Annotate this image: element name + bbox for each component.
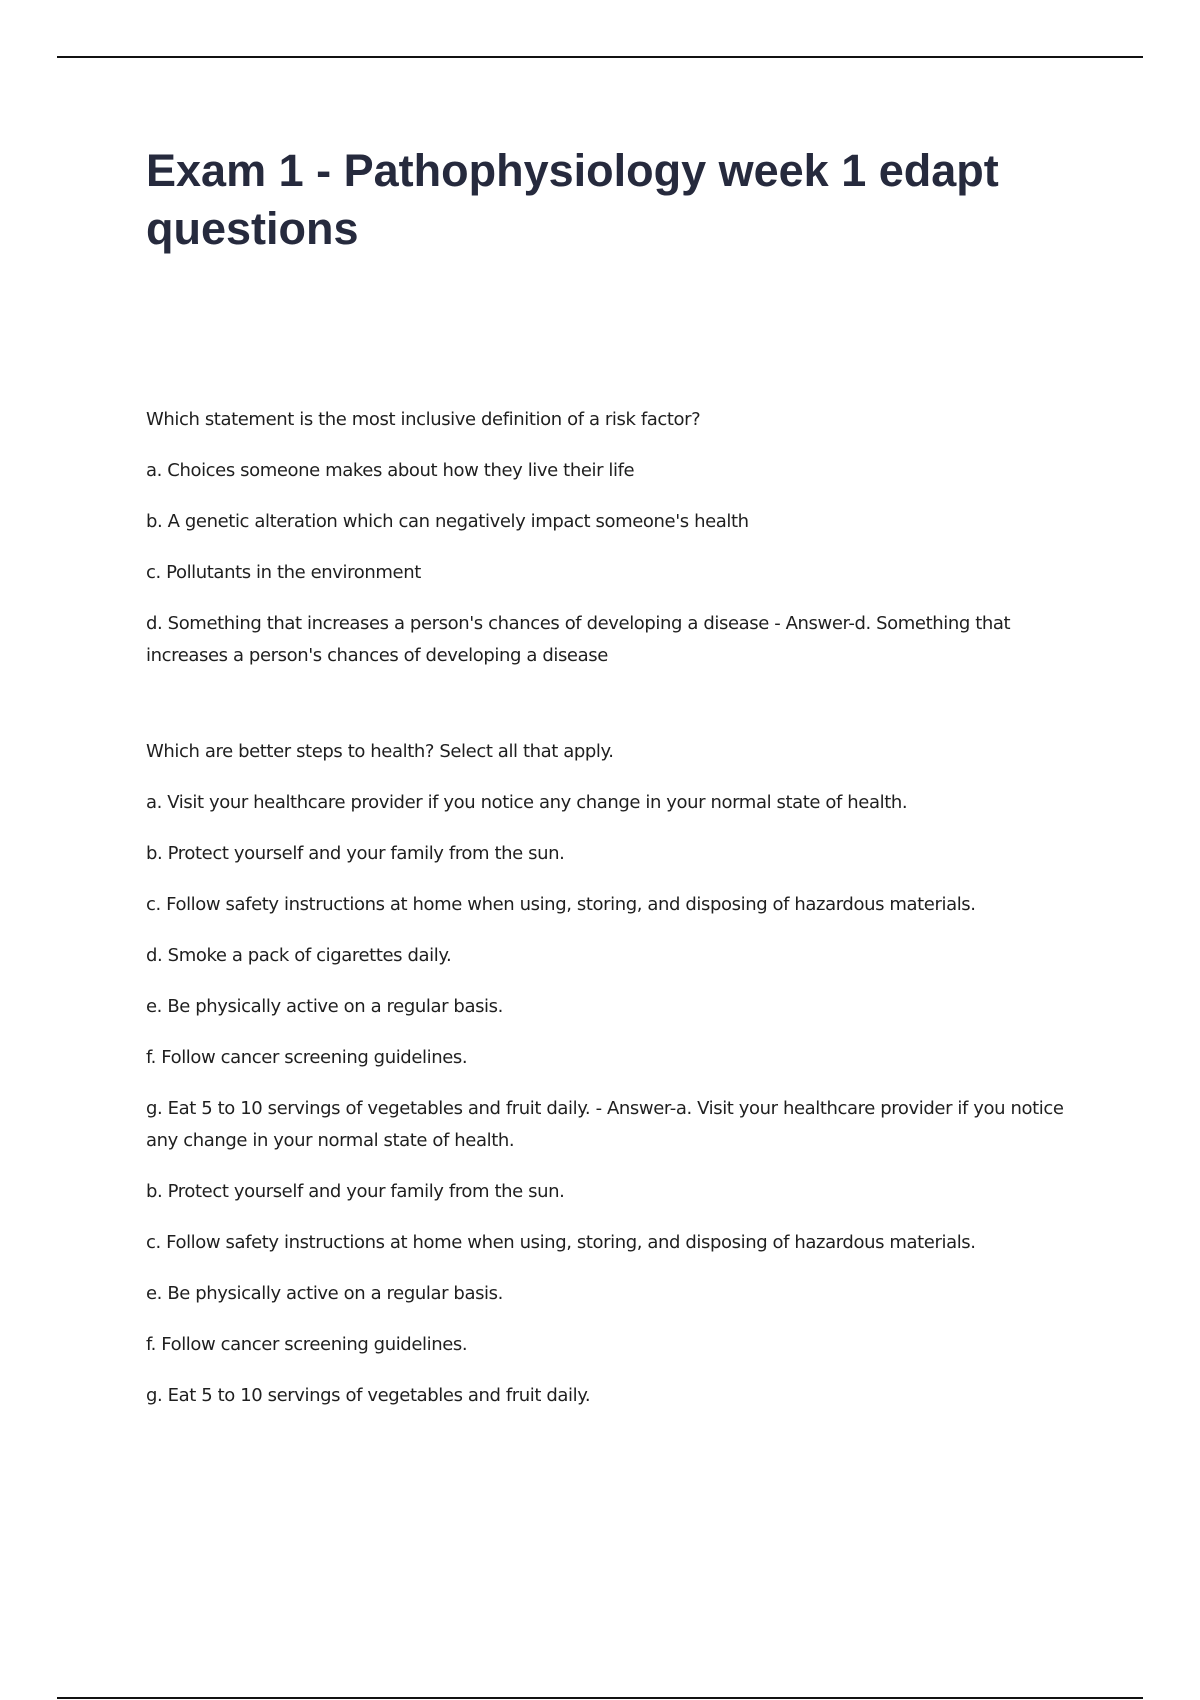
question-2-answer-f: f. Follow cancer screening guidelines.	[146, 1334, 468, 1355]
document-title: Exam 1 - Pathophysiology week 1 edapt questions	[146, 145, 999, 254]
question-1-prompt: Which statement is the most inclusive definition of a risk factor?	[146, 409, 701, 430]
question-2-option-d: d. Smoke a pack of cigarettes daily.	[146, 945, 452, 966]
question-2-option-c: c. Follow safety instructions at home when using, storing, and disposing of hazardous materials.	[146, 894, 976, 915]
bottom-rule	[57, 1697, 1143, 1699]
question-2-option-f: f. Follow cancer screening guidelines.	[146, 1047, 468, 1068]
question-block-2	[146, 736, 1066, 1412]
question-1-option-a: a. Choices someone makes about how they live their life	[146, 460, 635, 481]
question-2-option-e: e. Be physically active on a regular basis.	[146, 996, 503, 1017]
question-2-answer-e: e. Be physically active on a regular basis.	[146, 1283, 503, 1304]
question-1-option-b: b. A genetic alteration which can negatively impact someone's health	[146, 511, 749, 532]
question-1-option-c: c. Pollutants in the environment	[146, 562, 421, 583]
question-2-prompt: Which are better steps to health? Select all that apply.	[146, 741, 614, 762]
top-rule	[57, 56, 1143, 58]
question-2-answer-g: g. Eat 5 to 10 servings of vegetables and fruit daily.	[146, 1385, 591, 1406]
question-1-option-d-answer: d. Something that increases a person's chances of developing a disease - Answer-d. Something that increases a person's chances of developing a disease	[146, 613, 1011, 666]
document-body	[146, 142, 1066, 1412]
question-block-1	[146, 404, 1066, 672]
question-2-option-b: b. Protect yourself and your family from the sun.	[146, 843, 565, 864]
question-2-option-a: a. Visit your healthcare provider if you notice any change in your normal state of health.	[146, 792, 908, 813]
question-2-option-g-answer: g. Eat 5 to 10 servings of vegetables and fruit daily. - Answer-a. Visit your healthcare provider if you notice any change in your normal state of health.	[146, 1098, 1064, 1151]
question-2-answer-b: b. Protect yourself and your family from the sun.	[146, 1181, 565, 1202]
question-2-answer-c: c. Follow safety instructions at home when using, storing, and disposing of hazardous materials.	[146, 1232, 976, 1253]
